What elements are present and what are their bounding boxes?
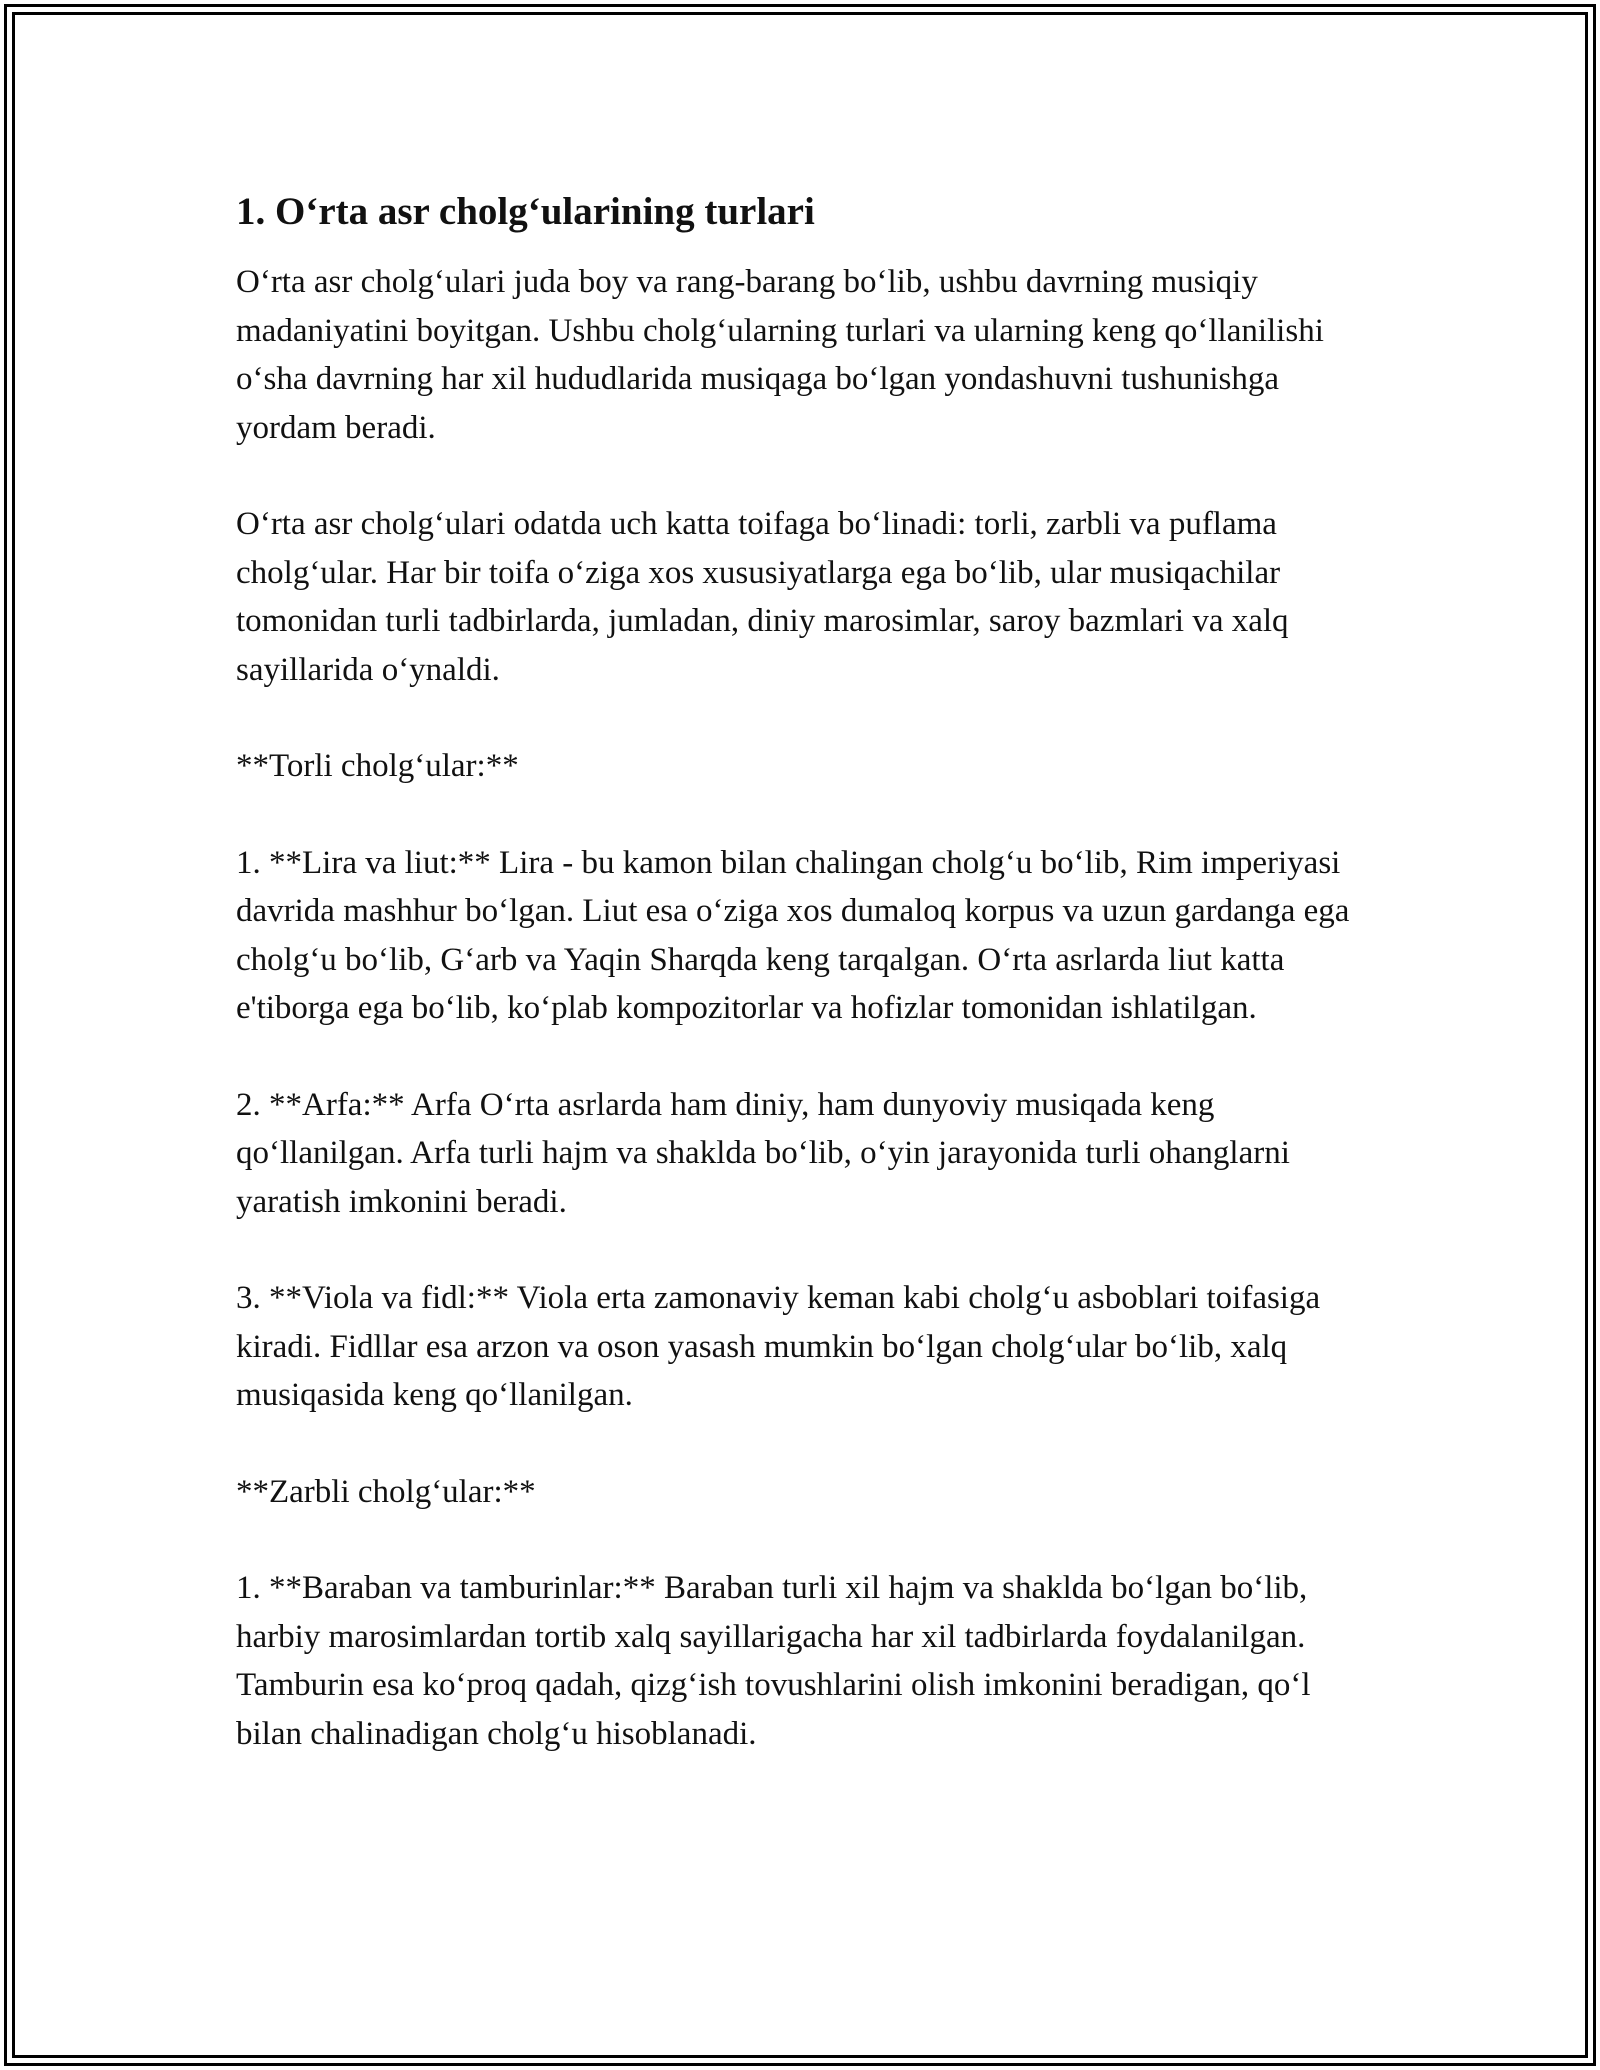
- list-item-harp: 2. **Arfa:** Arfa O‘rta asrlarda ham diniy, ham dunyoviy musiqada keng qo‘llanilgan. Arfa turli hajm va shaklda bo‘lib, o‘yin jarayonida turli ohanglarni yaratish imkonini beradi.: [236, 1086, 1290, 1220]
- document-body: [236, 186, 1376, 1806]
- paragraph-intro: O‘rta asr cholg‘ulari juda boy va rang-barang bo‘lib, ushbu davrning musiqiy madaniyatini boyitgan. Ushbu cholg‘ularning turlari va ularning keng qo‘llanilishi o‘sha davrning har xil hududlarida musiqaga bo‘lgan yondashuvni tushunishga yordam beradi.: [236, 264, 1324, 446]
- subheading-string-instruments: **Torli cholg‘ular:**: [236, 748, 519, 784]
- list-item-lyre-lute: 1. **Lira va liut:** Lira - bu kamon bilan chalingan cholg‘u bo‘lib, Rim imperiyasi davrida mashhur bo‘lgan. Liut esa o‘ziga xos dumaloq korpus va uzun gardanga ega cholg‘u bo‘lib, G‘arb va Yaqin Sharqda keng tarqalgan. O‘rta asrlarda liut katta e'tiborga ega bo‘lib, ko‘plab kompozitorlar va hofizlar tomonidan ishlatilgan.: [236, 844, 1350, 1026]
- paragraph-categories: O‘rta asr cholg‘ulari odatda uch katta toifaga bo‘linadi: torli, zarbli va puflama cholg‘ular. Har bir toifa o‘ziga xos xususiyatlarga ega bo‘lib, ular musiqachilar tomonidan turli tadbirlarda, jumladan, diniy marosimlar, saroy bazmlari va xalq sayillarida o‘ynaldi.: [236, 506, 1289, 688]
- list-item-drum-tambourine: 1. **Baraban va tamburinlar:** Baraban turli xil hajm va shaklda bo‘lgan bo‘lib, harbiy marosimlardan tortib xalq sayillarigacha har xil tadbirlarda foydalanilgan. Tamburin esa ko‘proq qadah, qizg‘ish tovushlarini olish imkonini beradigan, qo‘l bilan chalinadigan cholg‘u hisoblanadi.: [236, 1570, 1311, 1752]
- subheading-percussion-instruments: **Zarbli cholg‘ular:**: [236, 1473, 536, 1510]
- section-heading: 1. O‘rta asr cholg‘ularining turlari: [236, 190, 815, 233]
- list-item-viola-fiddle: 3. **Viola va fidl:** Viola erta zamonaviy keman kabi cholg‘u asboblari toifasiga kiradi. Fidllar esa arzon va oson yasash mumkin bo‘lgan cholg‘ular bo‘lib, xalq musiqasida keng qo‘llanilgan.: [236, 1280, 1321, 1413]
